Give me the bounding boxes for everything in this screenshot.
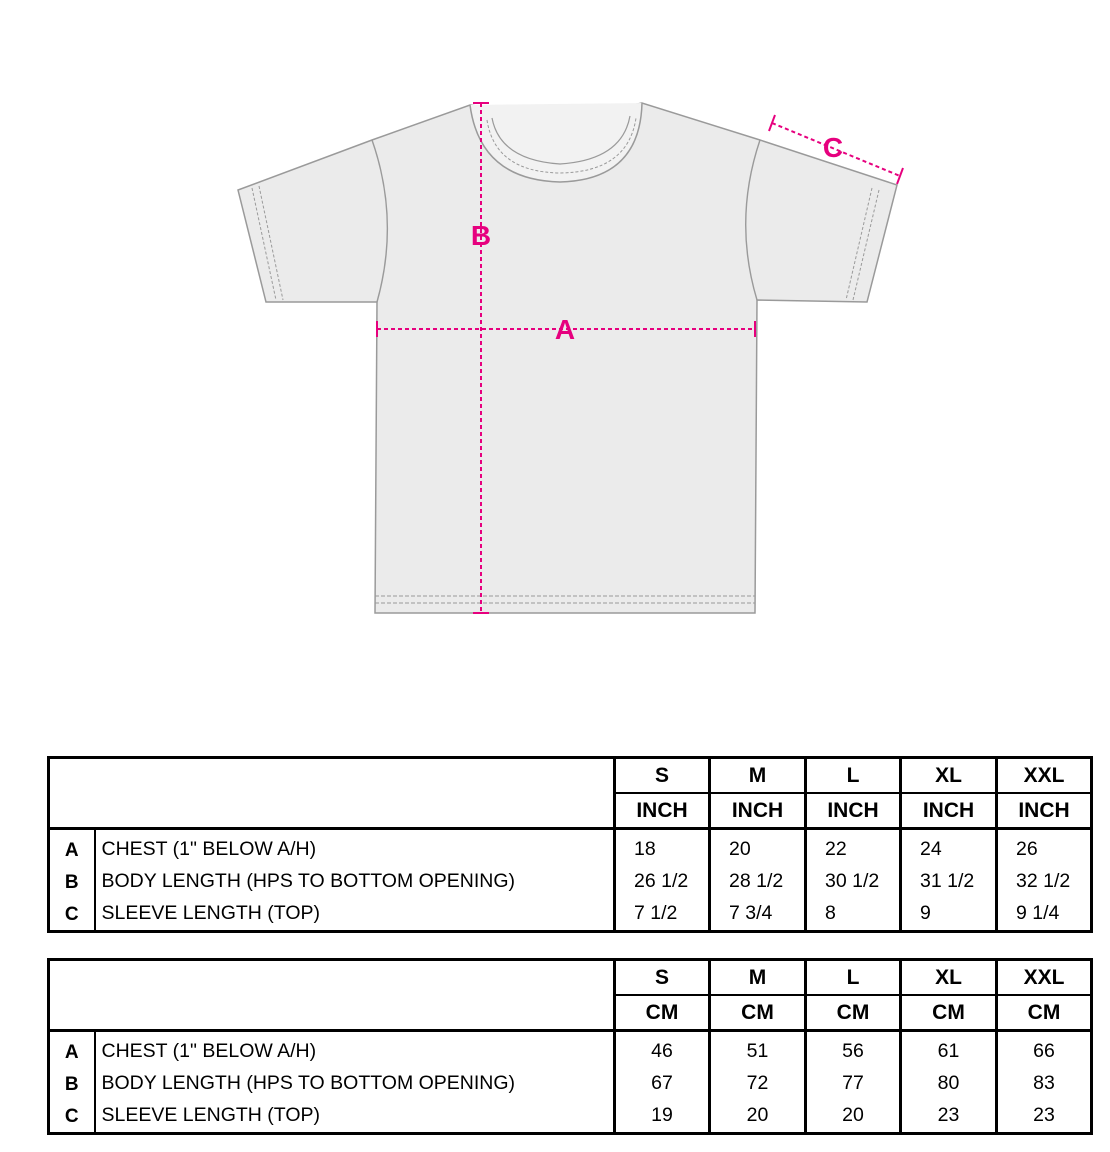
table-row (49, 898, 1092, 932)
size-m: M (710, 758, 806, 794)
size-table-cm (47, 958, 1093, 1135)
size-xl: XL (901, 758, 997, 794)
row-letter: A (64, 1041, 79, 1063)
row-letter: C (64, 903, 79, 925)
table-row (49, 829, 1092, 867)
value-cell: 32 1/2 (997, 866, 1092, 898)
value-cell: 7 3/4 (710, 898, 806, 932)
value-cell: 9 1/4 (997, 898, 1092, 932)
value-cell: 23 (997, 1100, 1092, 1134)
table-row (49, 1031, 1092, 1069)
unit-label: INCH (615, 793, 710, 829)
body-length-label: B (470, 220, 492, 251)
value-cell: 26 1/2 (615, 866, 710, 898)
value-cell: 19 (615, 1100, 710, 1134)
value-cell: 24 (901, 829, 997, 867)
row-letter: B (64, 871, 79, 893)
value-cell: 9 (901, 898, 997, 932)
value-cell: 20 (806, 1100, 901, 1134)
row-label: SLEEVE LENGTH (TOP) (95, 1100, 615, 1134)
value-cell: 26 (997, 829, 1092, 867)
value-cell: 8 (806, 898, 901, 932)
size-xxl: XXL (997, 758, 1092, 794)
value-cell: 20 (710, 1100, 806, 1134)
row-label: CHEST (1" BELOW A/H) (95, 1031, 615, 1069)
unit-label: INCH (997, 793, 1092, 829)
value-cell: 31 1/2 (901, 866, 997, 898)
row-label: BODY LENGTH (HPS TO BOTTOM OPENING) (95, 1068, 615, 1100)
unit-label: CM (901, 995, 997, 1031)
unit-label: INCH (710, 793, 806, 829)
header-blank (49, 960, 615, 1031)
value-cell: 20 (710, 829, 806, 867)
size-l: L (806, 758, 901, 794)
value-cell: 72 (710, 1068, 806, 1100)
unit-label: CM (710, 995, 806, 1031)
value-cell: 83 (997, 1068, 1092, 1100)
size-xl: XL (901, 960, 997, 996)
row-label: SLEEVE LENGTH (TOP) (95, 898, 615, 932)
unit-label: INCH (901, 793, 997, 829)
unit-label: INCH (806, 793, 901, 829)
size-m: M (710, 960, 806, 996)
unit-label: CM (806, 995, 901, 1031)
size-s: S (615, 758, 710, 794)
size-s: S (615, 960, 710, 996)
size-header-row (49, 960, 1092, 996)
size-xxl: XXL (997, 960, 1092, 996)
table-row (49, 1068, 1092, 1100)
size-header-row (49, 758, 1092, 794)
value-cell: 22 (806, 829, 901, 867)
row-letter: A (64, 839, 79, 861)
row-letter: C (64, 1105, 79, 1127)
chest-label: A (554, 314, 576, 345)
value-cell: 77 (806, 1068, 901, 1100)
value-cell: 61 (901, 1031, 997, 1069)
header-blank (49, 758, 615, 829)
size-l: L (806, 960, 901, 996)
unit-label: CM (997, 995, 1092, 1031)
value-cell: 7 1/2 (615, 898, 710, 932)
size-table-inch (47, 756, 1093, 933)
value-cell: 30 1/2 (806, 866, 901, 898)
value-cell: 46 (615, 1031, 710, 1069)
value-cell: 66 (997, 1031, 1092, 1069)
value-cell: 67 (615, 1068, 710, 1100)
row-label: BODY LENGTH (HPS TO BOTTOM OPENING) (95, 866, 615, 898)
value-cell: 51 (710, 1031, 806, 1069)
unit-label: CM (615, 995, 710, 1031)
row-label: CHEST (1" BELOW A/H) (95, 829, 615, 867)
value-cell: 28 1/2 (710, 866, 806, 898)
value-cell: 80 (901, 1068, 997, 1100)
table-row (49, 1100, 1092, 1134)
sleeve-label: C (822, 132, 844, 163)
table-row (49, 866, 1092, 898)
value-cell: 56 (806, 1031, 901, 1069)
value-cell: 23 (901, 1100, 997, 1134)
value-cell: 18 (615, 829, 710, 867)
row-letter: B (64, 1073, 79, 1095)
